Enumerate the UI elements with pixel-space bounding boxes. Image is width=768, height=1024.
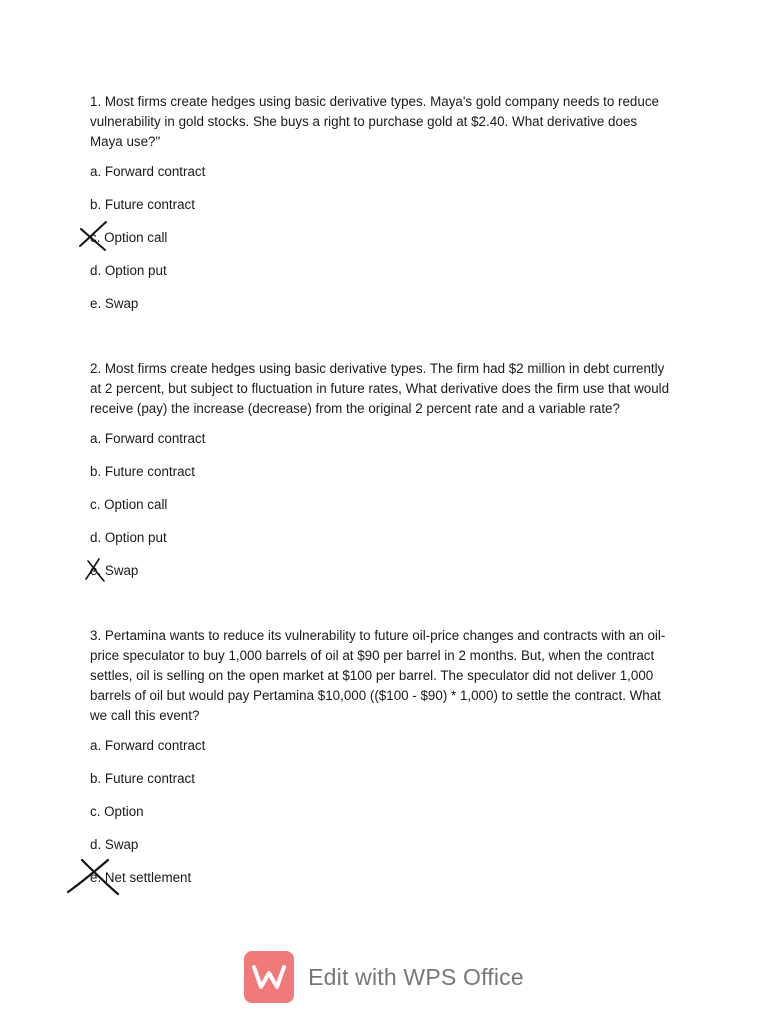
question-text: 3. Pertamina wants to reduce its vulnerability to future oil-price changes and contracts with an oil-price speculator to buy 1,000 barrels of oil at $90 per barrel in 2 months. But, when the contract settles, oil is selling on the open market at $100 per barrel. The speculator did not deliver 1,000 barrels of oil but would pay Pertamina $10,000 (($100 - $90) * 1,000) to settle the contract. What we call this event? xyxy=(90,628,666,723)
option-e-marked xyxy=(90,868,670,888)
option-a: a. Forward contract xyxy=(90,164,206,179)
option-d: d. Option put xyxy=(90,530,167,545)
option-text: e. Net settlement xyxy=(90,870,192,885)
spacer xyxy=(90,594,670,626)
option-c: c. Option xyxy=(90,804,144,819)
question-text: 1. Most firms create hedges using basic derivative types. Maya's gold company needs to reduce vulnerability in gold stocks. She buys a right to purchase gold at $2.40. What derivative does Maya use?" xyxy=(90,94,659,149)
option-text: e. Swap xyxy=(90,563,139,578)
question-block-1 xyxy=(90,92,670,314)
option-c: c. Option call xyxy=(90,497,168,512)
option-b: b. Future contract xyxy=(90,197,195,212)
option-c-marked xyxy=(90,228,670,248)
option-a: a. Forward contract xyxy=(90,738,206,753)
spacer xyxy=(90,327,670,359)
question-block-2 xyxy=(90,359,670,581)
option-a: a. Forward contract xyxy=(90,431,206,446)
option-d: d. Swap xyxy=(90,837,139,852)
option-b: b. Future contract xyxy=(90,771,195,786)
question-text: 2. Most firms create hedges using basic derivative types. The firm had $2 million in debt currently at 2 percent, but subject to fluctuation in future rates, What derivative does the firm use that would receive (pay) the increase (decrease) from the original 2 percent rate and a variable rate? xyxy=(90,361,670,416)
wps-w-glyph-icon xyxy=(251,962,287,992)
wps-footer-banner[interactable] xyxy=(0,950,768,1004)
wps-edit-label[interactable]: Edit with WPS Office xyxy=(308,963,524,990)
question-block-3 xyxy=(90,626,670,888)
option-text: c. Option call xyxy=(90,230,168,245)
option-b: b. Future contract xyxy=(90,464,195,479)
wps-logo-icon[interactable] xyxy=(244,951,294,1003)
option-d: d. Option put xyxy=(90,263,167,278)
document-content xyxy=(90,92,670,901)
option-e-marked xyxy=(90,561,670,581)
option-e: e. Swap xyxy=(90,296,139,311)
